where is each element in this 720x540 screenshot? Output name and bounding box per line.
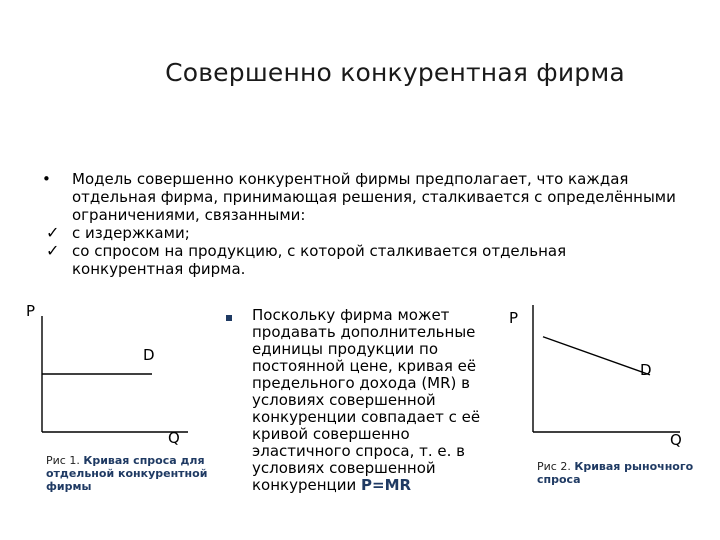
chart2-caption (537, 460, 697, 486)
intro-line: Модель совершенно конкурентной фирмы предполагает, что каждая отдельная фирма, принимающая решения, сталкивается с определёнными ограничениями, связанными: (72, 170, 676, 224)
chart1-y-label: P (26, 302, 36, 320)
caption-title: Кривая рыночного спроса (537, 460, 694, 486)
chart1-x-label: Q (168, 429, 180, 447)
checkmark-icon: ✓ (46, 223, 60, 242)
caption-title: Кривая спроса для отдельной конкурентной фирмы (46, 454, 208, 493)
chart2-y-label: P (509, 309, 519, 327)
intro-line: с издержками; (72, 224, 190, 242)
caption-prefix: Рис 2. (537, 460, 575, 473)
chart2-series-label: D (640, 361, 652, 379)
middle-body: Поскольку фирма может продавать дополнительные единицы продукции по постоянной цене, кривая её предельного дохода (MR) в условиях совершенной конкуренции совпадает с её кривой совершенно эластичного спроса, т. е. в условиях совершенной конкуренции (252, 306, 481, 494)
chart1-series-label: D (143, 346, 155, 364)
intro-line: со спросом на продукцию, с которой сталкивается отдельная конкурентная фирма. (72, 242, 567, 278)
demand-line-d (543, 337, 650, 375)
formula-p-mr: P=MR (361, 476, 412, 494)
checkmark-icon: ✓ (46, 241, 60, 260)
slide-title: Совершенно конкурентная фирма (165, 58, 625, 87)
chart2-x-label: Q (670, 431, 682, 449)
caption-prefix: Рис 1. (46, 454, 84, 467)
bullet-icon: • (42, 170, 51, 188)
